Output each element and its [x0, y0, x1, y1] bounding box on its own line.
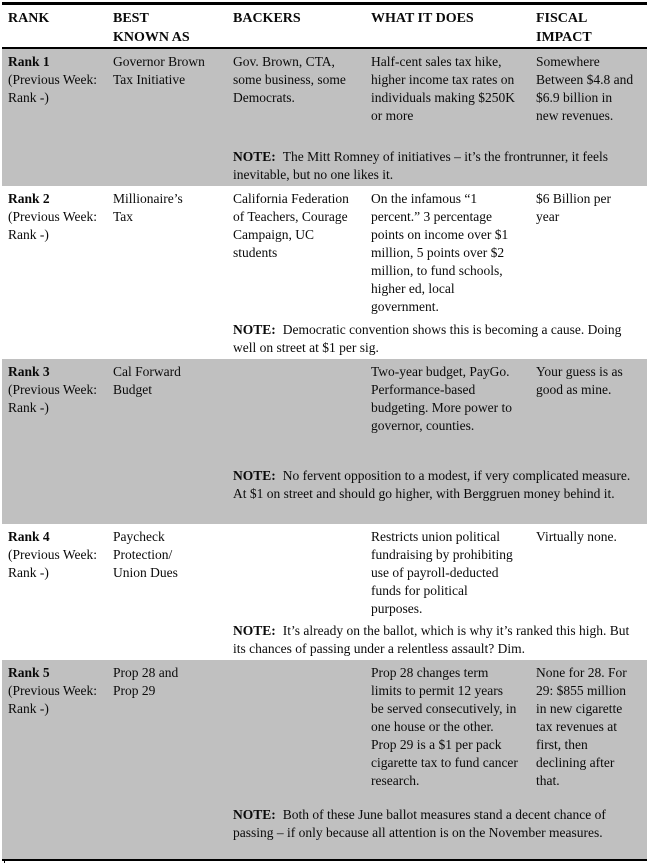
- what-it-does-cell: Prop 28 changes term limits to permit 12 years be served consecutively, in one house or the other. Prop 29 is a $1 per pack cigarette tax to fund cancer research.: [365, 660, 530, 806]
- note-text: The Mitt Romney of initiatives – it’s the frontrunner, it feels inevitable, but no one likes it.: [233, 149, 609, 182]
- backers-cell: [227, 524, 365, 622]
- note-label: NOTE:: [233, 807, 276, 822]
- note-cell: [227, 622, 647, 660]
- table-row: [2, 48, 647, 148]
- rank-cell: [2, 524, 107, 660]
- rank-2-group: [2, 186, 647, 359]
- table-row: [2, 186, 647, 321]
- rank-4-group: [2, 524, 647, 660]
- rank-1-group: [2, 48, 647, 186]
- what-it-does-cell: Restricts union political fundraising by prohibiting use of payroll-deducted funds for political purposes.: [365, 524, 530, 622]
- table-row: [2, 359, 647, 467]
- rankings-table: [2, 2, 647, 861]
- note-cell: [227, 467, 647, 524]
- best-known-as-cell: Prop 28 and Prop 29: [107, 660, 227, 860]
- next-row-border-tick: [4, 859, 5, 863]
- note-text: It’s already on the ballot, which is why it’s ranked this high. But its chances of passing under a relentless assault? Dim.: [233, 623, 630, 656]
- note-text: No fervent opposition to a modest, if very complicated measure. At $1 on street and should go higher, with Berggruen money behind it.: [233, 468, 631, 501]
- previous-week-label: (Previous Week: Rank -): [8, 547, 98, 580]
- previous-week-label: (Previous Week: Rank -): [8, 209, 98, 242]
- fiscal-impact-cell: Virtually none.: [530, 524, 647, 622]
- note-cell: [227, 806, 647, 860]
- note-label: NOTE:: [233, 322, 276, 337]
- rank-cell: [2, 660, 107, 860]
- rank-3-group: [2, 359, 647, 524]
- col-header-fiscal-impact: FISCAL IMPACT: [530, 4, 647, 49]
- rank-5-group: [2, 660, 647, 860]
- fiscal-impact-cell: None for 28. For 29: $855 million in new cigarette tax revenues at first, then declining after that.: [530, 660, 647, 806]
- fiscal-impact-cell: Your guess is as good as mine.: [530, 359, 647, 467]
- what-it-does-cell: Half-cent sales tax hike, higher income tax rates on individuals making $250K or more: [365, 48, 530, 148]
- previous-week-label: (Previous Week: Rank -): [8, 382, 98, 415]
- note-cell: [227, 148, 647, 186]
- rank-label: Rank 5: [8, 665, 50, 680]
- backers-cell: [227, 660, 365, 806]
- header-row: [2, 4, 647, 49]
- best-known-as-cell: Millionaire’s Tax: [107, 186, 227, 359]
- previous-week-label: (Previous Week: Rank -): [8, 72, 98, 105]
- fiscal-impact-cell: Somewhere Between $4.8 and $6.9 billion in new revenues.: [530, 48, 647, 148]
- previous-week-label: (Previous Week: Rank -): [8, 683, 98, 716]
- table-row: [2, 660, 647, 806]
- rank-cell: [2, 186, 107, 359]
- col-header-rank: RANK: [2, 4, 107, 49]
- backers-cell: Gov. Brown, CTA, some business, some Democrats.: [227, 48, 365, 148]
- best-known-as-cell: Paycheck Protection/ Union Dues: [107, 524, 227, 660]
- rank-cell: [2, 359, 107, 524]
- note-cell: [227, 321, 647, 359]
- rank-label: Rank 1: [8, 54, 50, 69]
- rank-cell: [2, 48, 107, 186]
- fiscal-impact-cell: $6 Billion per year: [530, 186, 647, 321]
- table-row: [2, 524, 647, 622]
- col-header-best-known-as: BEST KNOWN AS: [107, 4, 227, 49]
- note-label: NOTE:: [233, 623, 276, 638]
- note-label: NOTE:: [233, 149, 276, 164]
- col-header-what-it-does: WHAT IT DOES: [365, 4, 530, 49]
- rank-label: Rank 2: [8, 191, 50, 206]
- rank-label: Rank 4: [8, 529, 50, 544]
- note-text: Democratic convention shows this is becoming a cause. Doing well on street at $1 per sig.: [233, 322, 622, 355]
- what-it-does-cell: Two-year budget, PayGo. Performance-based budgeting. More power to governor, counties.: [365, 359, 530, 467]
- rank-label: Rank 3: [8, 364, 50, 379]
- backers-cell: California Federation of Teachers, Courage Campaign, UC students: [227, 186, 365, 321]
- note-text: Both of these June ballot measures stand a decent chance of passing – if only because all attention is on the November measures.: [233, 807, 606, 840]
- backers-cell: [227, 359, 365, 467]
- what-it-does-cell: On the infamous “1 percent.” 3 percentage points on income over $1 million, 5 points over $2 million, to fund schools, higher ed, local government.: [365, 186, 530, 321]
- best-known-as-cell: Cal Forward Budget: [107, 359, 227, 524]
- best-known-as-cell: Governor Brown Tax Initiative: [107, 48, 227, 186]
- note-label: NOTE:: [233, 468, 276, 483]
- col-header-backers: BACKERS: [227, 4, 365, 49]
